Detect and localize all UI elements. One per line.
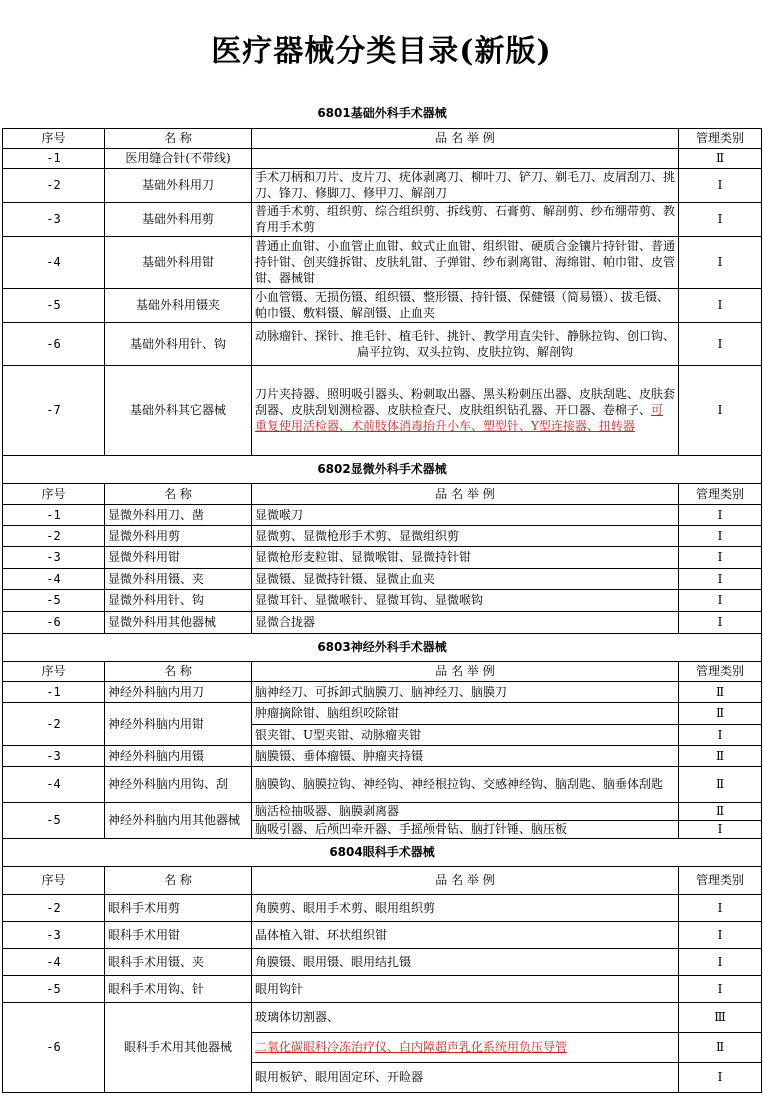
- row-no: -1: [3, 504, 105, 525]
- row-class: Ⅰ: [679, 202, 762, 236]
- row-class: Ⅱ: [679, 802, 762, 820]
- row-examples: 银夹钳、U型夹钳、动脉瘤夹钳: [252, 724, 679, 745]
- table-row: [3, 975, 762, 1002]
- row-no: -1: [3, 681, 105, 702]
- row-examples: 肿瘤摘除钳、脑组织咬除钳: [252, 702, 679, 724]
- table-row: [3, 589, 762, 611]
- table-row: [3, 702, 762, 724]
- row-examples: 脑膜镊、垂体瘤镊、肿瘤夹持镊: [252, 745, 679, 766]
- row-name: 神经外科脑内用钳: [105, 702, 252, 745]
- col-header-examples: 品 名 举 例: [252, 483, 679, 504]
- col-header-no: 序号: [3, 866, 105, 894]
- table-row: [3, 168, 762, 202]
- row-no: -5: [3, 589, 105, 611]
- col-header-name: 名 称: [105, 866, 252, 894]
- col-header-class: 管理类别: [679, 483, 762, 504]
- row-class: Ⅰ: [679, 589, 762, 611]
- table-row: [3, 611, 762, 633]
- row-examples: 脑神经刀、可拆卸式脑膜刀、脑神经刀、脑膜刀: [252, 681, 679, 702]
- row-name: 神经外科脑内用钩、刮: [105, 766, 252, 802]
- row-examples: 脑活检抽吸器、脑膜剥离器: [252, 802, 679, 820]
- row-no: -4: [3, 948, 105, 975]
- row-class: Ⅰ: [679, 894, 762, 921]
- row-name: 医用缝合针(不带线): [105, 148, 252, 168]
- row-examples: 脑膜钩、脑膜拉钩、神经钩、神经根拉钩、交感神经钩、脑刮匙、脑垂体刮匙: [252, 766, 679, 802]
- row-examples: 动脉瘤针、探针、推毛针、植毛针、挑针、教学用直尖针、静脉拉钩、创口钩、扁平拉钩、双头拉钩、皮肤拉钩、解剖钩: [252, 322, 679, 365]
- section-title: 6804眼科手术器械: [3, 838, 762, 866]
- table-row: [3, 236, 762, 288]
- table-row: [3, 202, 762, 236]
- row-examples: 显微剪、显微枪形手术剪、显微组织剪: [252, 525, 679, 546]
- row-no: -1: [3, 148, 105, 168]
- row-examples: 手术刀柄和刀片、皮片刀、疣体剥离刀、柳叶刀、铲刀、剃毛刀、皮屑刮刀、挑刀、锋刀、修脚刀、修甲刀、解剖刀: [252, 168, 679, 202]
- row-no: -6: [3, 611, 105, 633]
- row-no: -6: [3, 322, 105, 365]
- row-examples: 普通手术剪、组织剪、综合组织剪、拆线剪、石膏剪、解剖剪、纱布绷带剪、教育用手术剪: [252, 202, 679, 236]
- row-class: Ⅰ: [679, 546, 762, 568]
- row-name: 基础外科用镊夹: [105, 288, 252, 322]
- table-row: [3, 1002, 762, 1032]
- row-name: 基础外科用刀: [105, 168, 252, 202]
- table-row: [3, 148, 762, 168]
- row-no: -6: [3, 1002, 105, 1092]
- row-examples: 脑吸引器、后颅凹牵开器、手摇颅骨钻、脑打针锤、脑压板: [252, 820, 679, 838]
- section-title: 6801基础外科手术器械: [3, 98, 762, 128]
- table-row: [3, 322, 762, 365]
- col-header-name: 名 称: [105, 128, 252, 148]
- col-header-name: 名 称: [105, 483, 252, 504]
- row-no: -5: [3, 288, 105, 322]
- row-class: Ⅰ: [679, 365, 762, 455]
- row-class: Ⅰ: [679, 975, 762, 1002]
- row-no: -3: [3, 546, 105, 568]
- row-name: 眼科手术用镊、夹: [105, 948, 252, 975]
- row-no: -4: [3, 568, 105, 589]
- row-no: -5: [3, 975, 105, 1002]
- row-class: Ⅰ: [679, 820, 762, 838]
- row-examples: [252, 148, 679, 168]
- col-header-name: 名 称: [105, 661, 252, 681]
- row-name: 显微外科用剪: [105, 525, 252, 546]
- table-row: [3, 504, 762, 525]
- table-row: [3, 894, 762, 921]
- table-row: [3, 288, 762, 322]
- row-name: 神经外科脑内用刀: [105, 681, 252, 702]
- row-examples: 显微耳针、显微喉针、显微耳钩、显微喉钩: [252, 589, 679, 611]
- table-row: [3, 546, 762, 568]
- row-class: Ⅰ: [679, 921, 762, 948]
- row-examples: 显微合拢器: [252, 611, 679, 633]
- row-class: Ⅰ: [679, 236, 762, 288]
- document-title: 医疗器械分类目录(新版): [211, 34, 552, 69]
- row-name: 神经外科脑内用镊: [105, 745, 252, 766]
- table-row: [3, 802, 762, 820]
- row-name: 眼科手术用钩、针: [105, 975, 252, 1002]
- row-no: -2: [3, 168, 105, 202]
- col-header-no: 序号: [3, 483, 105, 504]
- row-no: -5: [3, 802, 105, 838]
- row-class: Ⅰ: [679, 611, 762, 633]
- row-examples: 小血管镊、无损伤镊、组织镊、整形镊、持针镊、保健镊（简易镊）、拔毛镊、帕巾镊、敷料镊、解剖镊、止血夹: [252, 288, 679, 322]
- row-name: 显微外科用针、钩: [105, 589, 252, 611]
- table-row: [3, 921, 762, 948]
- row-examples: 显微喉刀: [252, 504, 679, 525]
- row-no: -2: [3, 894, 105, 921]
- row-name: 显微外科用其他器械: [105, 611, 252, 633]
- table-row: [3, 766, 762, 802]
- row-examples: 角膜镊、眼用镊、眼用结扎镊: [252, 948, 679, 975]
- row-class: Ⅰ: [679, 168, 762, 202]
- examples-red-text: 可重复使用活检器、术前肢体消毒抬升小车、塑型针、Y型连接器、扭转器: [255, 403, 664, 433]
- row-examples: 眼用钩针: [252, 975, 679, 1002]
- table-row: [3, 525, 762, 546]
- col-header-examples: 品 名 举 例: [252, 128, 679, 148]
- col-header-class: 管理类别: [679, 661, 762, 681]
- row-name: 眼科手术用其他器械: [105, 1002, 252, 1092]
- row-no: -3: [3, 921, 105, 948]
- row-no: -2: [3, 525, 105, 546]
- row-examples: 晶体植入钳、环状组织钳: [252, 921, 679, 948]
- col-header-examples: 品 名 举 例: [252, 661, 679, 681]
- row-no: -3: [3, 745, 105, 766]
- section-title: 6803神经外科手术器械: [3, 633, 762, 661]
- row-class: Ⅱ: [679, 681, 762, 702]
- row-no: -7: [3, 365, 105, 455]
- row-examples: 显微枪形麦粒钳、显微喉钳、显微持针钳: [252, 546, 679, 568]
- col-header-class: 管理类别: [679, 866, 762, 894]
- row-no: -2: [3, 702, 105, 745]
- row-class: Ⅰ: [679, 724, 762, 745]
- col-header-no: 序号: [3, 661, 105, 681]
- row-class: Ⅰ: [679, 504, 762, 525]
- row-class: Ⅱ: [679, 702, 762, 724]
- row-name: 眼科手术用剪: [105, 894, 252, 921]
- row-name: 基础外科用剪: [105, 202, 252, 236]
- row-name: 显微外科用刀、凿: [105, 504, 252, 525]
- table-row: [3, 681, 762, 702]
- table-row: [3, 948, 762, 975]
- row-examples: 眼用板铲、眼用固定环、开睑器: [252, 1062, 679, 1092]
- row-examples: [252, 1032, 679, 1062]
- row-name: 显微外科用钳: [105, 546, 252, 568]
- col-header-class: 管理类别: [679, 128, 762, 148]
- table-row: [3, 745, 762, 766]
- row-class: Ⅱ: [679, 745, 762, 766]
- row-name: 眼科手术用钳: [105, 921, 252, 948]
- col-header-examples: 品 名 举 例: [252, 866, 679, 894]
- row-class: Ⅲ: [679, 1002, 762, 1032]
- row-name: 神经外科脑内用其他器械: [105, 802, 252, 838]
- row-examples: [252, 365, 679, 455]
- row-class: Ⅰ: [679, 948, 762, 975]
- row-examples: 角膜剪、眼用手术剪、眼用组织剪: [252, 894, 679, 921]
- section-title: 6802显微外科手术器械: [3, 455, 762, 483]
- row-no: -4: [3, 766, 105, 802]
- row-no: -4: [3, 236, 105, 288]
- examples-red-text: 二氧化碳眼科冷冻治疗仪、白内障超声乳化系统用负压导管: [255, 1040, 568, 1054]
- row-class: Ⅰ: [679, 322, 762, 365]
- table-row: [3, 568, 762, 589]
- row-examples: 普通止血钳、小血管止血钳、蚊式止血钳、组织钳、硬质合金镶片持针钳、普通持针钳、创夹缝拆钳、皮肤轧钳、子弹钳、纱布剥离钳、海绵钳、帕巾钳、皮管钳、器械钳: [252, 236, 679, 288]
- row-name: 基础外科用针、钩: [105, 322, 252, 365]
- examples-text: 刀片夹持器、照明吸引器头、粉刺取出器、黑头粉刺压出器、皮肤刮匙、皮肤套刮器、皮肤刮划测检器、皮肤检查尺、皮肤组织钻孔器、开口器、卷棉子、: [255, 387, 676, 417]
- row-examples: 显微镊、显微持针镊、显微止血夹: [252, 568, 679, 589]
- row-no: -3: [3, 202, 105, 236]
- row-class: Ⅰ: [679, 525, 762, 546]
- table-row: [3, 365, 762, 455]
- row-name: 显微外科用镊、夹: [105, 568, 252, 589]
- row-examples: 玻璃体切割器、: [252, 1002, 679, 1032]
- row-class: Ⅱ: [679, 148, 762, 168]
- row-name: 基础外科用钳: [105, 236, 252, 288]
- row-class: Ⅱ: [679, 1032, 762, 1062]
- row-class: Ⅰ: [679, 1062, 762, 1092]
- row-class: Ⅱ: [679, 766, 762, 802]
- col-header-no: 序号: [3, 128, 105, 148]
- row-class: Ⅰ: [679, 568, 762, 589]
- catalog-table: [2, 98, 762, 1093]
- row-name: 基础外科其它器械: [105, 365, 252, 455]
- row-class: Ⅰ: [679, 288, 762, 322]
